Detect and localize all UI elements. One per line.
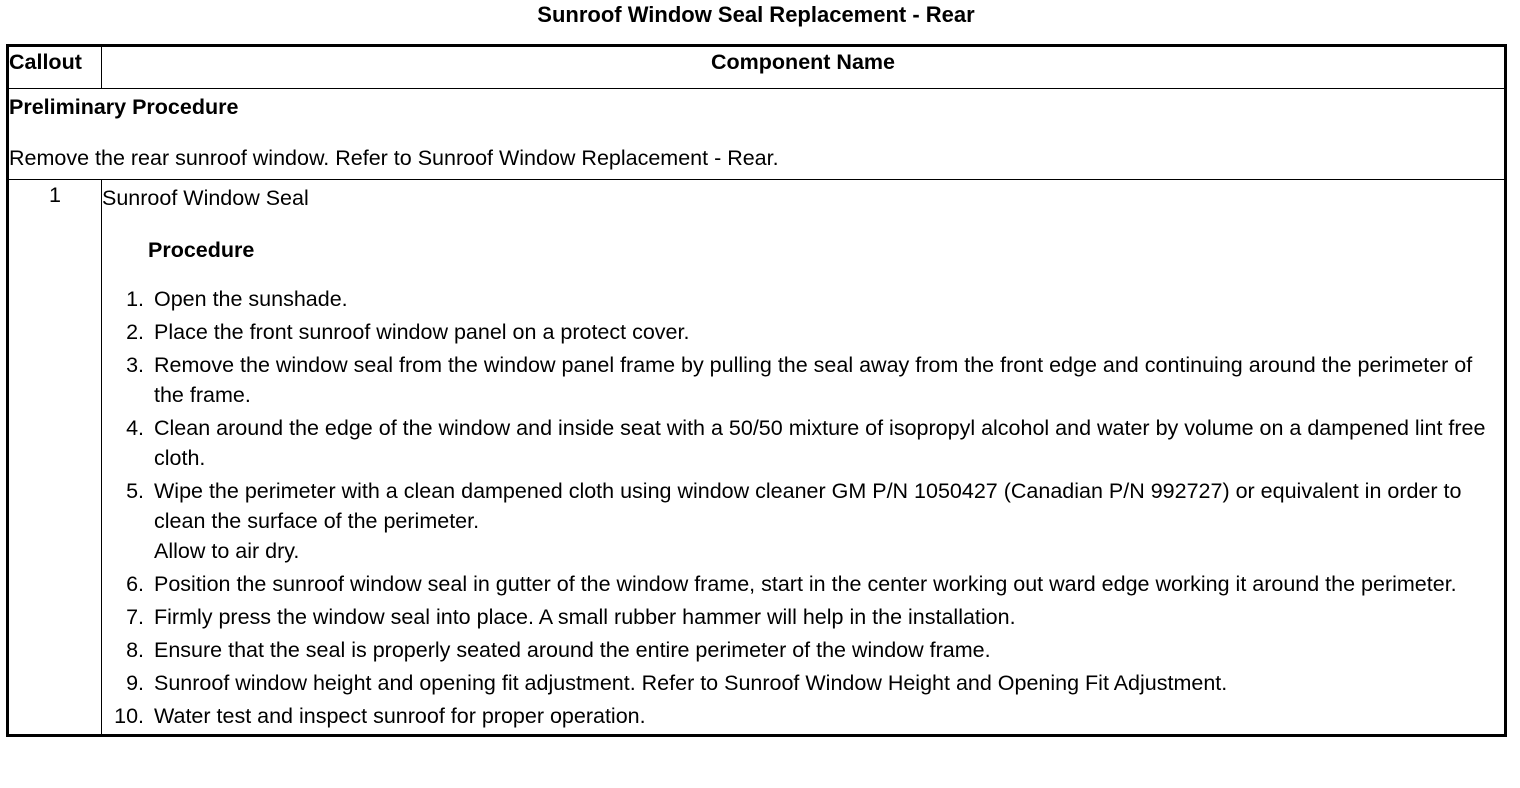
preliminary-procedure-text: Remove the rear sunroof window. Refer to Sunroof Window Replacement - Rear. bbox=[9, 146, 779, 170]
step-text: Remove the window seal from the window panel frame by pulling the seal away from the front edge and continuing around the perimeter of the frame. bbox=[154, 353, 1473, 407]
step-number: 7. bbox=[126, 605, 144, 629]
step-number: 1. bbox=[126, 287, 144, 311]
step-number: 9. bbox=[126, 671, 144, 695]
step-text: Wipe the perimeter with a clean dampened cloth using window cleaner GM P/N 1050427 (Canadian P/N 992727) or equivalent in order to clean the surface of the perimeter. bbox=[154, 479, 1462, 533]
step-number: 6. bbox=[126, 572, 144, 596]
step-text: Water test and inspect sunroof for proper operation. bbox=[154, 704, 646, 728]
step-text: Firmly press the window seal into place. A small rubber hammer will help in the installation. bbox=[154, 605, 1016, 629]
step-number: 3. bbox=[126, 353, 144, 377]
document-title: Sunroof Window Seal Replacement - Rear bbox=[537, 2, 975, 27]
procedure-step bbox=[102, 668, 1504, 698]
step-number: 4. bbox=[126, 416, 144, 440]
step-text: Open the sunshade. bbox=[154, 287, 348, 311]
procedure-step bbox=[102, 701, 1504, 731]
procedure-step bbox=[102, 602, 1504, 632]
step-text: Place the front sunroof window panel on a protect cover. bbox=[154, 320, 690, 344]
preliminary-procedure-heading: Preliminary Procedure bbox=[9, 95, 239, 119]
step-number: 2. bbox=[126, 320, 144, 344]
step-text: Position the sunroof window seal in gutter of the window frame, start in the center working out ward edge working it around the perimeter. bbox=[154, 572, 1457, 596]
procedure-step bbox=[102, 476, 1504, 566]
procedure-step bbox=[102, 284, 1504, 314]
step-text: Sunroof window height and opening fit adjustment. Refer to Sunroof Window Height and Opening Fit Adjustment. bbox=[154, 671, 1228, 695]
preliminary-procedure-row bbox=[8, 89, 1506, 180]
procedure-steps-list bbox=[102, 284, 1504, 731]
procedure-step bbox=[102, 317, 1504, 347]
step-text: Clean around the edge of the window and inside seat with a 50/50 mixture of isopropyl alcohol and water by volume on a dampened lint free cloth. bbox=[154, 416, 1486, 470]
preliminary-procedure-cell bbox=[8, 89, 1506, 180]
step-number: 10. bbox=[114, 704, 144, 728]
step-number: 5. bbox=[126, 479, 144, 503]
component-name-column-header: Component Name bbox=[102, 46, 1506, 89]
procedure-step bbox=[102, 413, 1504, 473]
component-cell bbox=[102, 180, 1506, 736]
procedure-step bbox=[102, 569, 1504, 599]
callout-number: 1 bbox=[8, 180, 102, 736]
step-sub-text: Allow to air dry. bbox=[154, 539, 300, 563]
step-number: 8. bbox=[126, 638, 144, 662]
step-text: Ensure that the seal is properly seated around the entire perimeter of the window frame. bbox=[154, 638, 991, 662]
table-row bbox=[8, 180, 1506, 736]
component-name: Sunroof Window Seal bbox=[102, 186, 309, 210]
procedure-heading: Procedure bbox=[148, 238, 255, 262]
step-text-wrapper bbox=[154, 476, 1504, 566]
procedure-step bbox=[102, 635, 1504, 665]
callout-column-header: Callout bbox=[8, 46, 102, 89]
procedure-step bbox=[102, 350, 1504, 410]
procedure-table bbox=[6, 44, 1507, 737]
table-header-row bbox=[8, 46, 1506, 89]
